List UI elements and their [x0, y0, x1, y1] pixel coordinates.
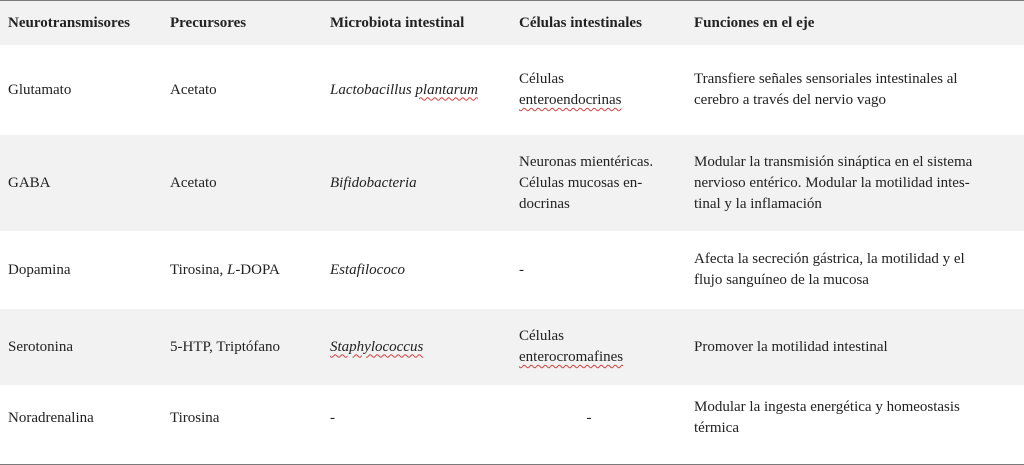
cell-funciones: [694, 45, 1019, 135]
cell-neurotransmisor: Glutamato: [8, 81, 72, 98]
cell-neurotransmisor: Noradrenalina: [8, 409, 94, 426]
precursor-part-2: L: [226, 261, 236, 278]
funciones-line-2: nervioso entérico. Modular la motilidad intes-: [694, 174, 970, 191]
cell-microbiota: -: [330, 409, 335, 426]
cell-precursor: Tirosina: [170, 409, 220, 426]
cell-neurotransmisor: Dopamina: [8, 261, 71, 278]
microbiota-species: plantarum: [415, 81, 478, 98]
funciones-line-2: flujo sanguíneo de la mucosa: [694, 272, 869, 288]
funciones-line-2: cerebro a través del nervio vago: [694, 92, 886, 108]
celulas-line-1: Células: [519, 328, 564, 344]
cell-microbiota: Estafilococo: [330, 261, 405, 278]
cell-celulas: -: [519, 261, 524, 278]
celulas-line-2: enterocromafines: [519, 349, 624, 365]
funciones-line-2: térmica: [694, 420, 739, 436]
cell-celulas: [519, 45, 684, 135]
table-row: [0, 45, 1024, 135]
table-row: [0, 385, 1024, 464]
cell-neurotransmisor: Serotonina: [8, 338, 73, 355]
cell-celulas: [519, 309, 684, 385]
cell-microbiota: Bifidobacteria: [330, 174, 417, 191]
header-precursores: Precursores: [170, 14, 247, 31]
table-row: [0, 309, 1024, 385]
microbiota-genus: Lactobacillus: [330, 81, 412, 98]
celulas-line-2: Células mucosas en-: [519, 174, 643, 191]
cell-microbiota: [330, 45, 510, 135]
cell-precursor: 5-HTP, Triptófano: [170, 338, 281, 355]
celulas-line-3: docrinas: [519, 195, 570, 212]
table-header-row: [0, 1, 1024, 45]
table-row: [0, 231, 1024, 309]
cell-precursor: Acetato: [170, 81, 217, 98]
header-funciones: Funciones en el eje: [694, 14, 815, 31]
cell-celulas: [519, 135, 684, 231]
funciones-line-3: tinal y la inflamación: [694, 195, 822, 212]
cell-neurotransmisor: GABA: [8, 174, 51, 191]
funciones-line-1: Modular la ingesta energética y homeostasis: [694, 399, 960, 415]
precursor-part-1: Tirosina,: [170, 261, 227, 278]
cell-microbiota: [330, 309, 510, 385]
header-celulas: Células intestinales: [519, 14, 642, 31]
table-row: [0, 135, 1024, 231]
precursor-part-3: -DOPA: [235, 261, 280, 278]
funciones-line-1: Modular la transmisión sináptica en el sistema: [694, 153, 973, 170]
microbiota-name: Staphylococcus: [330, 338, 424, 355]
cell-funciones: Promover la motilidad intestinal: [694, 338, 888, 355]
funciones-line-1: Afecta la secreción gástrica, la motilidad y el: [694, 251, 965, 267]
header-microbiota: Microbiota intestinal: [330, 14, 465, 31]
cell-celulas: -: [586, 409, 592, 426]
celulas-line-1: Neuronas mientéricas.: [519, 153, 654, 170]
celulas-line-2: enteroendocrinas: [519, 92, 622, 108]
celulas-line-1: Células: [519, 71, 564, 87]
funciones-line-1: Transfiere señales sensoriales intestinales al: [694, 71, 958, 87]
cell-precursor: [170, 231, 320, 309]
cell-funciones: [694, 135, 1019, 231]
cell-funciones: [694, 385, 1019, 451]
cell-precursor: Acetato: [170, 174, 217, 191]
header-neurotransmisores: Neurotransmisores: [8, 14, 130, 31]
cell-funciones: [694, 231, 1019, 309]
